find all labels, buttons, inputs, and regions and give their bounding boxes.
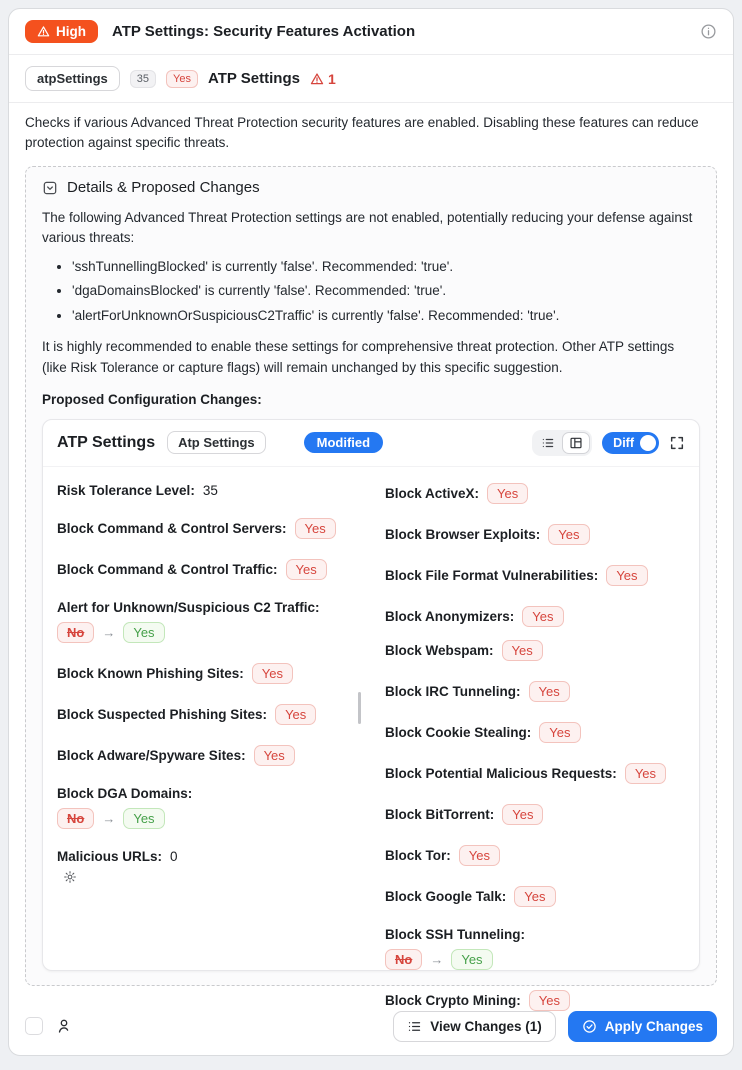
- check-subheader: [9, 55, 733, 103]
- setting-label: Block Known Phishing Sites:: [57, 665, 244, 681]
- setting-row-change: [385, 927, 685, 970]
- details-collapse-header[interactable]: [42, 179, 700, 196]
- setting-label: Block Crypto Mining:: [385, 992, 521, 1008]
- value-badge-yes: Yes: [539, 722, 580, 743]
- value-badge-yes: Yes: [522, 606, 563, 627]
- value-badge-yes: Yes: [625, 763, 666, 784]
- check-title: ATP Settings: [208, 70, 300, 87]
- settings-card-body: [43, 467, 699, 1008]
- setting-label: Block Browser Exploits:: [385, 526, 541, 542]
- view-mode-segmented-control: [532, 430, 592, 456]
- setting-row: [57, 849, 357, 864]
- setting-label: Block DGA Domains:: [57, 785, 193, 801]
- setting-row: [57, 559, 357, 580]
- setting-label: Block SSH Tunneling:: [385, 926, 526, 942]
- setting-row-change: [57, 600, 357, 643]
- value-badge-yes: Yes: [487, 483, 528, 504]
- view-changes-label: View Changes (1): [430, 1018, 542, 1034]
- setting-row: [57, 745, 357, 766]
- warning-triangle-icon: [310, 72, 324, 86]
- settings-card-title: ATP Settings: [57, 433, 156, 451]
- setting-label: Block IRC Tunneling:: [385, 683, 521, 699]
- setting-label: Block Suspected Phishing Sites:: [57, 706, 268, 722]
- setting-value: 0: [170, 848, 178, 864]
- warning-count: 1: [327, 70, 336, 87]
- setting-label: Alert for Unknown/Suspicious C2 Traffic:: [57, 599, 320, 615]
- details-title: Details & Proposed Changes: [67, 179, 260, 197]
- value-badge-yes: Yes: [295, 518, 336, 539]
- info-icon[interactable]: [700, 23, 717, 40]
- toggle-knob: [640, 435, 656, 451]
- value-badge-yes: Yes: [286, 559, 327, 580]
- value-badge-yes: Yes: [254, 745, 295, 766]
- setting-row: [385, 845, 685, 866]
- change-values: [57, 622, 165, 643]
- setting-row: [385, 483, 685, 504]
- change-values: [385, 949, 493, 970]
- settings-card-header: [43, 420, 699, 467]
- risk-tolerance-mini-badge: 35: [130, 70, 156, 88]
- setting-label: Block Google Talk:: [385, 888, 507, 904]
- table-view-button[interactable]: [562, 432, 590, 454]
- setting-value: 35: [202, 482, 218, 498]
- value-badge-yes: Yes: [502, 640, 543, 661]
- settings-column-right: [385, 483, 685, 1031]
- value-badge-yes: Yes: [529, 990, 570, 1011]
- arrow-right-icon: →: [102, 624, 116, 640]
- list-view-button[interactable]: [534, 432, 562, 454]
- warning-triangle-icon: [37, 25, 50, 38]
- severity-label: High: [56, 24, 86, 39]
- setting-row: [385, 606, 685, 627]
- setting-row: [385, 640, 685, 661]
- details-note: It is highly recommended to enable these settings for comprehensive threat protection. Other ATP settings (like Risk Tolerance or capture flags) will remain unchanged by this specific suggestion.: [42, 339, 675, 375]
- setting-row: [385, 804, 685, 825]
- setting-label: Block ActiveX:: [385, 485, 480, 501]
- value-badge-yes: Yes: [529, 681, 570, 702]
- settings-column-left: [57, 483, 357, 1031]
- setting-row: [57, 518, 357, 539]
- settings-card: [42, 419, 700, 1008]
- setting-row: [385, 990, 685, 1011]
- apply-changes-label: Apply Changes: [604, 1018, 703, 1034]
- new-value-badge: Yes: [123, 622, 164, 643]
- setting-label: Block Webspam:: [385, 642, 494, 658]
- old-value-badge: No: [57, 808, 94, 829]
- scrollbar-thumb[interactable]: [358, 692, 361, 724]
- arrow-right-icon: →: [430, 951, 444, 967]
- setting-label: Block Tor:: [385, 847, 451, 863]
- modified-status-badge: Modified: [304, 432, 383, 453]
- details-bullet-list: [72, 257, 700, 326]
- setting-label: Block Command & Control Traffic:: [57, 561, 278, 577]
- chevron-down-icon: [42, 180, 58, 196]
- bullet-item: • 'alertForUnknownOrSuspiciousC2Traffic' is currently 'false'. Recommended: 'true'.: [72, 306, 700, 326]
- setting-row: [385, 722, 685, 743]
- warning-count-badge: [310, 71, 336, 87]
- value-badge-yes: Yes: [606, 565, 647, 586]
- enabled-mini-badge: Yes: [166, 70, 198, 88]
- setting-row: [57, 704, 357, 725]
- select-checkbox[interactable]: [25, 1017, 43, 1035]
- value-badge-yes: Yes: [275, 704, 316, 725]
- bullet-item: • 'sshTunnellingBlocked' is currently 'false'. Recommended: 'true'.: [72, 257, 700, 277]
- gear-icon[interactable]: [57, 870, 357, 884]
- page-title: ATP Settings: Security Features Activation: [112, 23, 416, 40]
- proposed-changes-heading: Proposed Configuration Changes:: [42, 391, 262, 407]
- setting-row: [385, 886, 685, 907]
- check-description: Checks if various Advanced Threat Protection security features are enabled. Disabling these features can reduce protection against specific threats.: [25, 115, 699, 150]
- setting-row: [385, 524, 685, 545]
- details-intro: The following Advanced Threat Protection settings are not enabled, potentially reducing your defense against various threats:: [42, 210, 693, 246]
- setting-row: [57, 663, 357, 684]
- setting-label: Block File Format Vulnerabilities:: [385, 567, 599, 583]
- settings-toolbar: [532, 430, 685, 456]
- setting-row: [57, 483, 357, 498]
- setting-label: Malicious URLs:: [57, 848, 163, 864]
- details-panel: [25, 166, 717, 1008]
- fullscreen-icon[interactable]: [669, 435, 685, 451]
- setting-label: Risk Tolerance Level:: [57, 482, 195, 498]
- suggestion-card: [8, 8, 734, 1056]
- setting-label: Block Anonymizers:: [385, 608, 515, 624]
- new-value-badge: Yes: [451, 949, 492, 970]
- value-badge-yes: Yes: [548, 524, 589, 545]
- setting-row: [385, 763, 685, 784]
- setting-row: [385, 565, 685, 586]
- setting-label: Block BitTorrent:: [385, 806, 495, 822]
- value-badge-yes: Yes: [252, 663, 293, 684]
- card-header: [9, 9, 733, 55]
- settings-type-chip: Atp Settings: [167, 431, 266, 454]
- old-value-badge: No: [57, 622, 94, 643]
- setting-row-change: [57, 786, 357, 829]
- arrow-right-icon: →: [102, 810, 116, 826]
- check-key-chip: atpSettings: [25, 66, 120, 91]
- old-value-badge: No: [385, 949, 422, 970]
- setting-label: Block Command & Control Servers:: [57, 520, 287, 536]
- value-badge-yes: Yes: [514, 886, 555, 907]
- diff-toggle[interactable]: [602, 432, 659, 454]
- change-values: [57, 808, 165, 829]
- bullet-item: • 'dgaDomainsBlocked' is currently 'false'. Recommended: 'true'.: [72, 281, 700, 301]
- value-badge-yes: Yes: [459, 845, 500, 866]
- setting-label: Block Adware/Spyware Sites:: [57, 747, 246, 763]
- new-value-badge: Yes: [123, 808, 164, 829]
- setting-label: Block Potential Malicious Requests:: [385, 765, 617, 781]
- severity-badge: [25, 20, 98, 43]
- value-badge-yes: Yes: [502, 804, 543, 825]
- diff-toggle-label: Diff: [613, 435, 634, 450]
- setting-label: Block Cookie Stealing:: [385, 724, 532, 740]
- setting-row: [385, 681, 685, 702]
